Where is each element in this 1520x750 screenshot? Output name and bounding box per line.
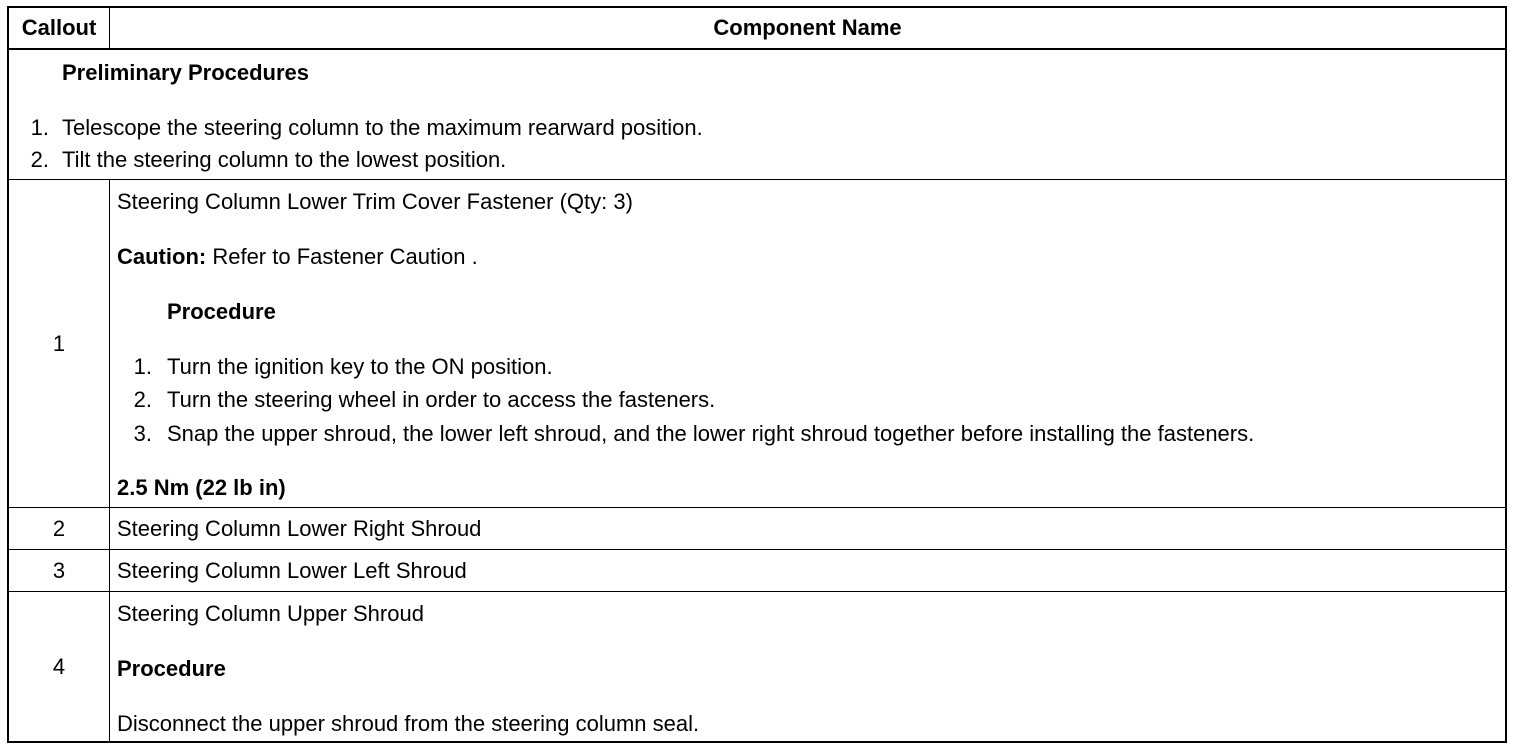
procedure-text: Disconnect the upper shroud from the steering column seal. <box>117 711 700 736</box>
header-component-name: Component Name <box>713 15 902 40</box>
component-table <box>7 6 1507 743</box>
preliminary-step-text: Tilt the steering column to the lowest position. <box>62 147 507 172</box>
component-cell <box>110 592 1505 741</box>
component-name: Steering Column Upper Shroud <box>117 601 424 626</box>
procedure-step-number: 1. <box>133 354 152 379</box>
callout-number: 4 <box>9 592 110 741</box>
caution-label: Caution: <box>117 244 207 269</box>
preliminary-step-number: 2. <box>30 147 49 172</box>
preliminary-step-text: Telescope the steering column to the maximum rearward position. <box>62 115 703 140</box>
callout-number: 2 <box>9 508 110 549</box>
table-row <box>9 180 1505 508</box>
component-name: Steering Column Lower Left Shroud <box>117 558 467 583</box>
caution-text: Refer to Fastener Caution . <box>212 244 478 269</box>
preliminary-step-number: 1. <box>30 115 49 140</box>
component-cell <box>110 550 1505 591</box>
procedure-step-number: 2. <box>133 387 152 412</box>
procedure-step-number: 3. <box>133 421 152 446</box>
preliminary-procedures-row <box>9 50 1505 180</box>
component-cell <box>110 180 1505 507</box>
procedure-step-text: Snap the upper shroud, the lower left shroud, and the lower right shroud together before installing the fasteners. <box>167 421 1255 446</box>
table-row <box>9 592 1505 741</box>
procedure-title: Procedure <box>167 299 276 324</box>
component-cell <box>110 508 1505 549</box>
procedure-step-text: Turn the steering wheel in order to access the fasteners. <box>167 387 716 412</box>
callout-number: 3 <box>9 550 110 591</box>
header-callout: Callout <box>9 8 110 48</box>
table-row <box>9 508 1505 550</box>
caution-line <box>117 244 478 270</box>
table-header-row <box>9 8 1505 50</box>
component-name: Steering Column Lower Right Shroud <box>117 516 482 541</box>
callout-number: 1 <box>9 180 110 507</box>
table-row <box>9 550 1505 592</box>
torque-spec: 2.5 Nm (22 lb in) <box>117 475 286 500</box>
preliminary-title: Preliminary Procedures <box>62 60 310 85</box>
component-name: Steering Column Lower Trim Cover Fastener (Qty: 3) <box>117 189 633 214</box>
procedure-step-text: Turn the ignition key to the ON position. <box>167 354 553 379</box>
procedure-title: Procedure <box>117 656 226 681</box>
